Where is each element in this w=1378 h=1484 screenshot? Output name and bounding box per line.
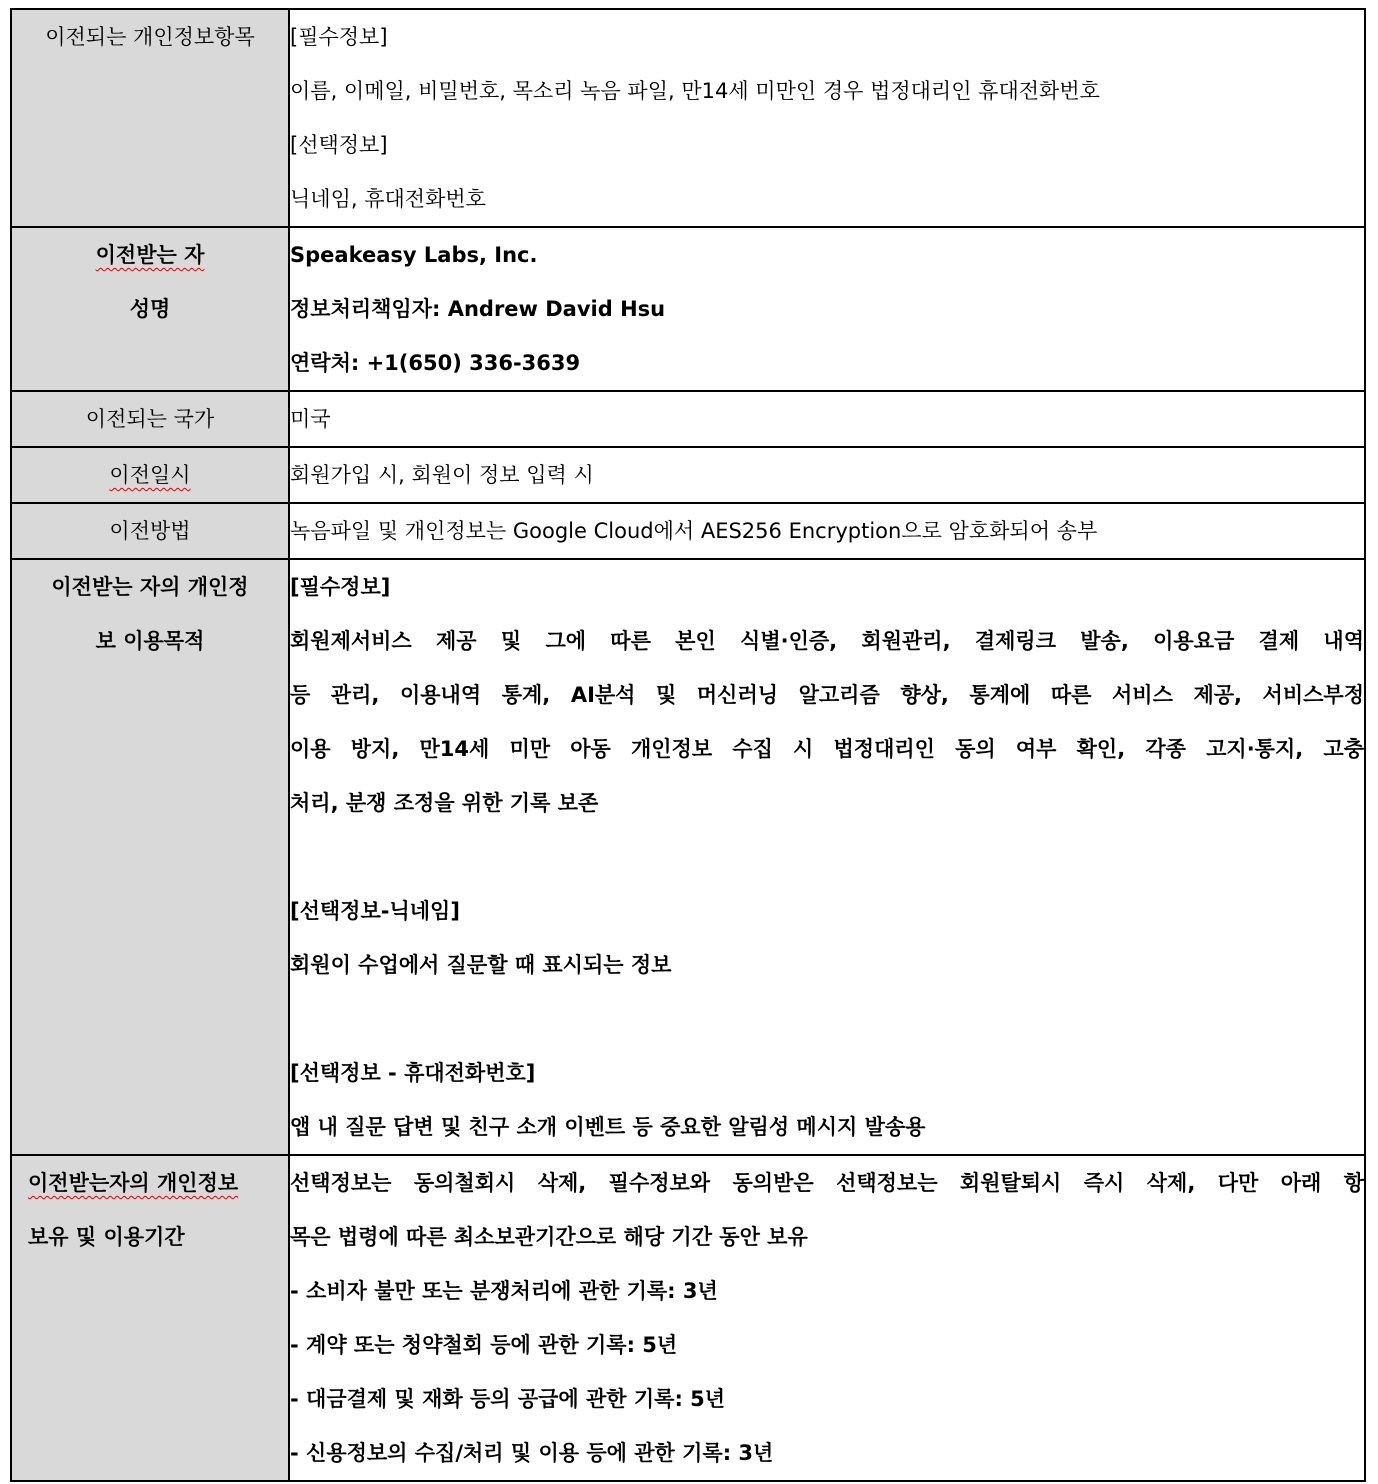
required-header: [필수정보] — [290, 25, 388, 49]
country-label-cell — [11, 391, 289, 447]
timing-value: 회원가입 시, 회원이 정보 입력 시 — [290, 463, 594, 487]
retention-label-text: 이전받는자의 개인정보 — [28, 1171, 239, 1195]
retention-label-line1 — [28, 1156, 288, 1210]
timing-value-cell — [289, 447, 1365, 503]
table-row — [11, 391, 1365, 447]
retention-item: - 대금결제 및 재화 등의 공급에 관한 기록: 5년 — [290, 1387, 726, 1411]
purpose-label-line1: 이전받는 자의 개인정 — [51, 575, 249, 599]
items-value-cell — [289, 9, 1365, 227]
required-value: 이름, 이메일, 비밀번호, 목소리 녹음 파일, 만14세 미만인 경우 법정대리인 휴대전화번호 — [290, 79, 1100, 103]
recipient-value-cell — [289, 227, 1365, 391]
recipient-label-line2: 성명 — [129, 297, 171, 321]
country-value: 미국 — [290, 407, 331, 431]
recipient-label-line1 — [12, 228, 288, 282]
purpose-required-line: 등 관리, 이용내역 통계, AI분석 및 머신러닝 알고리즘 향상, 통계에 따른 서비스 제공, 서비스부정 — [290, 683, 1364, 707]
recipient-company: Speakeasy Labs, Inc. — [290, 243, 538, 267]
retention-label-line2: 보유 및 이용기간 — [28, 1225, 185, 1249]
purpose-phone-value: 앱 내 질문 답변 및 친구 소개 이벤트 등 중요한 알림성 메시지 발송용 — [290, 1115, 926, 1139]
purpose-required-line: 이용 방지, 만14세 미만 아동 개인정보 수집 시 법정대리인 동의 여부 확인, 각종 고지·통지, 고충 — [290, 737, 1364, 761]
retention-value-cell — [289, 1155, 1365, 1481]
purpose-nickname-value: 회원이 수업에서 질문할 때 표시되는 정보 — [290, 953, 672, 977]
method-label: 이전방법 — [109, 519, 191, 543]
retention-item: - 계약 또는 청약철회 등에 관한 기록: 5년 — [290, 1333, 678, 1357]
recipient-label-cell — [11, 227, 289, 391]
spacer — [290, 830, 1364, 884]
purpose-phone-header: [선택정보 - 휴대전화번호] — [290, 1061, 536, 1085]
table-row — [11, 9, 1365, 227]
purpose-value-cell — [289, 559, 1365, 1155]
retention-label-cell — [11, 1155, 289, 1481]
purpose-required-header: [필수정보] — [290, 575, 391, 599]
method-label-cell — [11, 503, 289, 559]
table-row — [11, 503, 1365, 559]
items-label-cell — [11, 9, 289, 227]
recipient-officer: 정보처리책임자: Andrew David Hsu — [290, 297, 666, 321]
purpose-label-line2: 보 이용목적 — [95, 629, 205, 653]
optional-value: 닉네임, 휴대전화번호 — [290, 187, 486, 211]
table-row — [11, 447, 1365, 503]
country-value-cell — [289, 391, 1365, 447]
table-row — [11, 227, 1365, 391]
items-label: 이전되는 개인정보항목 — [45, 25, 255, 49]
table-row — [11, 559, 1365, 1155]
retention-intro-line: 목은 법령에 따른 최소보관기간으로 해당 기간 동안 보유 — [290, 1225, 808, 1249]
purpose-required-line: 처리, 분쟁 조정을 위한 기록 보존 — [290, 791, 599, 815]
spacer — [290, 992, 1364, 1046]
optional-header: [선택정보] — [290, 133, 388, 157]
timing-label-cell — [11, 447, 289, 503]
purpose-label-cell — [11, 559, 289, 1155]
table-row — [11, 1155, 1365, 1481]
recipient-label-text: 이전받는 자 — [95, 243, 205, 267]
purpose-required-line: 회원제서비스 제공 및 그에 따른 본인 식별·인증, 회원관리, 결제링크 발송, 이용요금 결제 내역 — [290, 629, 1364, 653]
retention-item: - 소비자 불만 또는 분쟁처리에 관한 기록: 3년 — [290, 1279, 718, 1303]
purpose-nickname-header: [선택정보-닉네임] — [290, 899, 460, 923]
recipient-contact: 연락처: +1(650) 336-3639 — [290, 351, 581, 375]
retention-item: - 신용정보의 수집/처리 및 이용 등에 관한 기록: 3년 — [290, 1441, 774, 1465]
retention-intro-line: 선택정보는 동의철회시 삭제, 필수정보와 동의받은 선택정보는 회원탈퇴시 즉시 삭제, 다만 아래 항 — [290, 1171, 1364, 1195]
transfer-info-table — [10, 8, 1366, 1482]
method-value: 녹음파일 및 개인정보는 Google Cloud에서 AES256 Encryption으로 암호화되어 송부 — [290, 519, 1098, 543]
timing-label: 이전일시 — [109, 463, 191, 487]
country-label: 이전되는 국가 — [85, 407, 215, 431]
method-value-cell — [289, 503, 1365, 559]
